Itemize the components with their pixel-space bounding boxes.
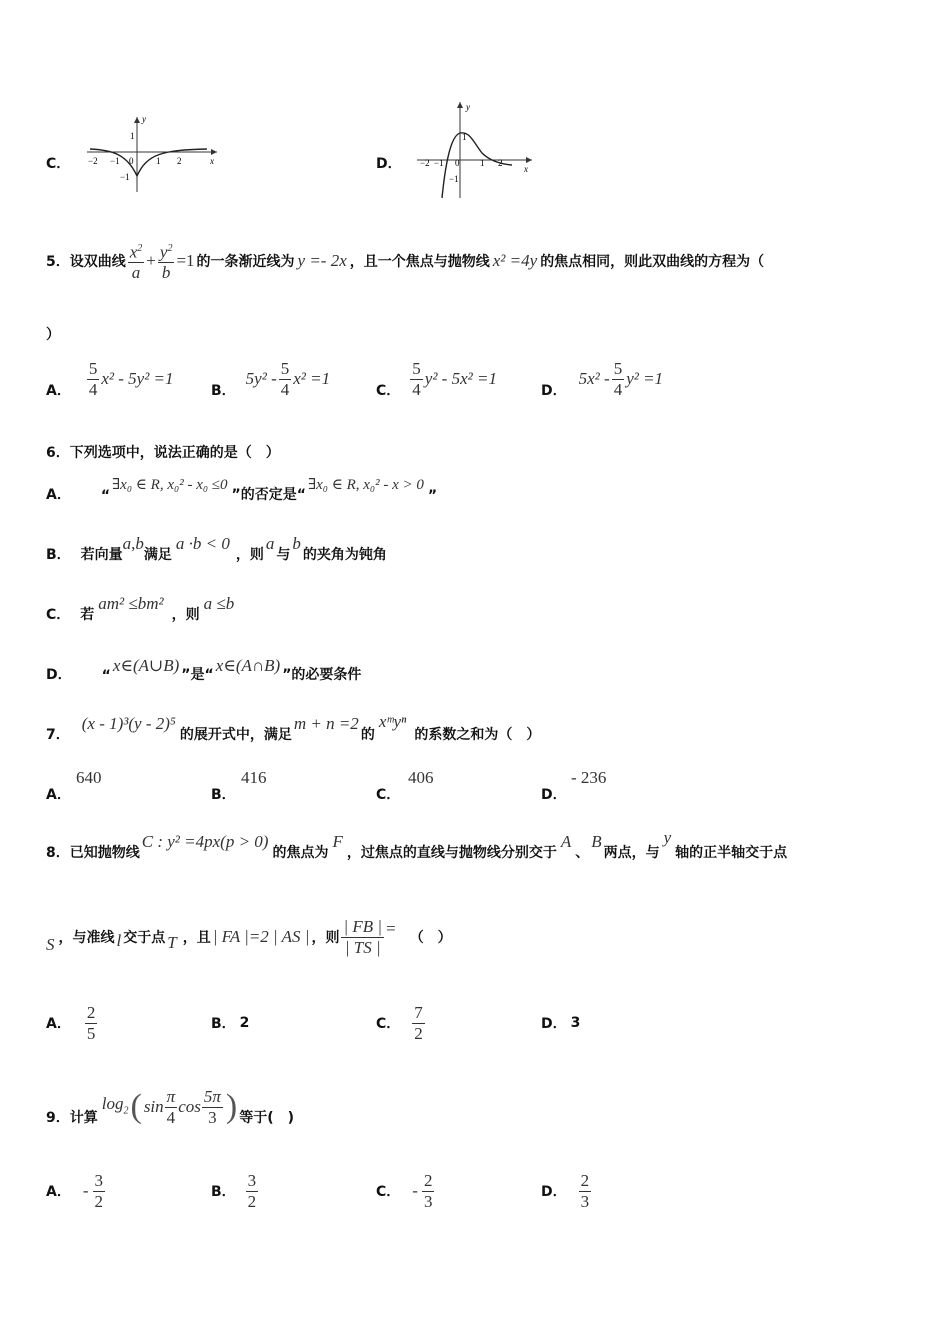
- q4c-tick-m1: −1: [110, 156, 120, 166]
- q4-graph-c: [82, 112, 222, 197]
- q7-options: A． 640 B． 416 C． 406 D． - 236: [46, 768, 607, 803]
- q4d-one: 1: [462, 132, 467, 142]
- q5-frac-y2b: $\frac{y^2}{b}$: [158, 239, 175, 284]
- q9-option-d[interactable]: D． $\frac{2}{3}$: [541, 1170, 590, 1211]
- q4-option-c-label: C．: [46, 156, 71, 172]
- q4d-ylabel: y: [466, 102, 470, 112]
- q5-close-paren: ）: [46, 327, 60, 343]
- q4d-tick-0: 0: [455, 158, 460, 168]
- q4c-neg1: −1: [120, 172, 130, 182]
- q5-text1: 5．设双曲线: [46, 254, 126, 270]
- q8-option-b[interactable]: B． 2: [211, 1015, 250, 1032]
- q5-text4: 的焦点相同，则此双曲线的方程为（: [540, 254, 765, 270]
- q8-option-d[interactable]: D． 3: [541, 1015, 581, 1032]
- q4c-xlabel: x: [210, 156, 214, 166]
- q9-option-a[interactable]: A． - $\frac{3}{2}$: [46, 1170, 104, 1211]
- q8-stem-line1: 8．已知抛物线 C : y² =4px(p > 0) 的焦点为 F ，过焦点的直线与抛物线分别交于 A 、 B 两点，与 y 轴的正半轴交于点: [46, 828, 788, 861]
- q4c-ylabel: y: [142, 114, 146, 124]
- q5-option-a[interactable]: A． $\frac{5}{4}$ x² - 5y² =1: [46, 358, 174, 399]
- q5-option-b[interactable]: B． 5y² - $\frac{5}{4}$ x² =1: [211, 358, 331, 399]
- q8-options: [46, 998, 906, 1048]
- q5-option-c[interactable]: C． $\frac{5}{4}$ y² - 5x² =1: [376, 358, 497, 399]
- q5-option-d[interactable]: D． 5x² - $\frac{5}{4}$ y² =1: [541, 358, 664, 399]
- q5-options: [46, 354, 906, 404]
- q5-text2: 的一条渐近线为: [196, 254, 295, 270]
- q4c-tick-m2: −2: [88, 156, 98, 166]
- q4d-tick-1: 1: [480, 158, 485, 168]
- q4d-tick-m1: −1: [434, 158, 444, 168]
- q6-a-expr1: ∃x₀ ∈ R, x₀² - x₀ ≤0: [112, 477, 228, 493]
- q4c-tick-1: 1: [156, 156, 161, 166]
- q5-text3: ，且一个焦点与抛物线: [349, 254, 490, 270]
- q8-fraction: $\frac{| FB |}{| TS |}$: [343, 916, 383, 957]
- q5-asymptote: y =- 2x: [297, 251, 347, 270]
- q4d-neg1: −1: [449, 174, 459, 184]
- q9-options: [46, 1166, 906, 1216]
- q8-option-a[interactable]: A． $\frac{2}{5}$: [46, 1002, 96, 1043]
- q9-paren-left: (: [130, 1088, 142, 1125]
- q6-option-b[interactable]: B． 若向量 a,b 满足 a ·b < 0 ，则 a 与 b 的夹角为钝角: [46, 534, 387, 563]
- q9-paren-right: ): [225, 1088, 238, 1125]
- q4-option-d-label: D．: [376, 156, 402, 172]
- q5-frac-x2a: $\frac{x^2}{a}$: [128, 239, 145, 284]
- q4d-xlabel: x: [524, 164, 528, 174]
- q6-stem: 6．下列选项中，说法正确的是（ ）: [46, 445, 280, 461]
- q6-a-expr2: ∃x₀ ∈ R, x₀² - x > 0: [307, 477, 424, 493]
- q9-stem: 9．计算 $\log_2$ ( sin $\frac{\pi}{4}$ cos $\frac{5\pi}{3}$ ) 等于( ): [46, 1086, 295, 1127]
- q4c-tick-0: 0: [129, 156, 134, 166]
- q5-stem: 5．设双曲线 $\frac{x^2}{a}$ + $\frac{y^2}{b}$ =1 的一条渐近线为 y =- 2x ，且一个焦点与抛物线 x² =4y 的焦点相同，则此双曲线的方程为（: [46, 236, 764, 286]
- q8-option-c[interactable]: C． $\frac{7}{2}$: [376, 1002, 423, 1043]
- q4d-tick-m2: −2: [420, 158, 430, 168]
- q6-option-c[interactable]: C． 若 am² ≤bm² ，则 a ≤b: [46, 594, 235, 623]
- q4d-tick-2: 2: [498, 158, 503, 168]
- q6-option-a[interactable]: A． “ ∃x₀ ∈ R, x₀² - x₀ ≤0 ”的否定是“ ∃x₀ ∈ R, x₀² - x > 0 ”: [46, 477, 438, 504]
- q5-parabola: x² =4y: [492, 251, 538, 270]
- q4c-tick-2: 2: [177, 156, 182, 166]
- q4-graph-d: [412, 98, 537, 200]
- q7-stem: 7． (x - 1)³(y - 2)⁵ 的展开式中，满足 m + n =2 的 xᵐyⁿ 的系数之和为（ ）: [46, 712, 541, 743]
- q9-option-c[interactable]: C． - $\frac{2}{3}$: [376, 1170, 433, 1211]
- q9-log: $\log_2$: [101, 1093, 129, 1117]
- q8-stem-line2: S ，与准线 l 交于点 T ，且 | FA |=2 | AS | ，则 $\frac{| FB |}{| TS |}$ = （ ）: [46, 916, 452, 957]
- q4c-one: 1: [130, 131, 135, 141]
- q6-option-d[interactable]: D． “ x∈(A∪B) ”是“ x∈(A∩B) ”的必要条件: [46, 656, 362, 684]
- q9-option-b[interactable]: B． $\frac{3}{2}$: [211, 1170, 257, 1211]
